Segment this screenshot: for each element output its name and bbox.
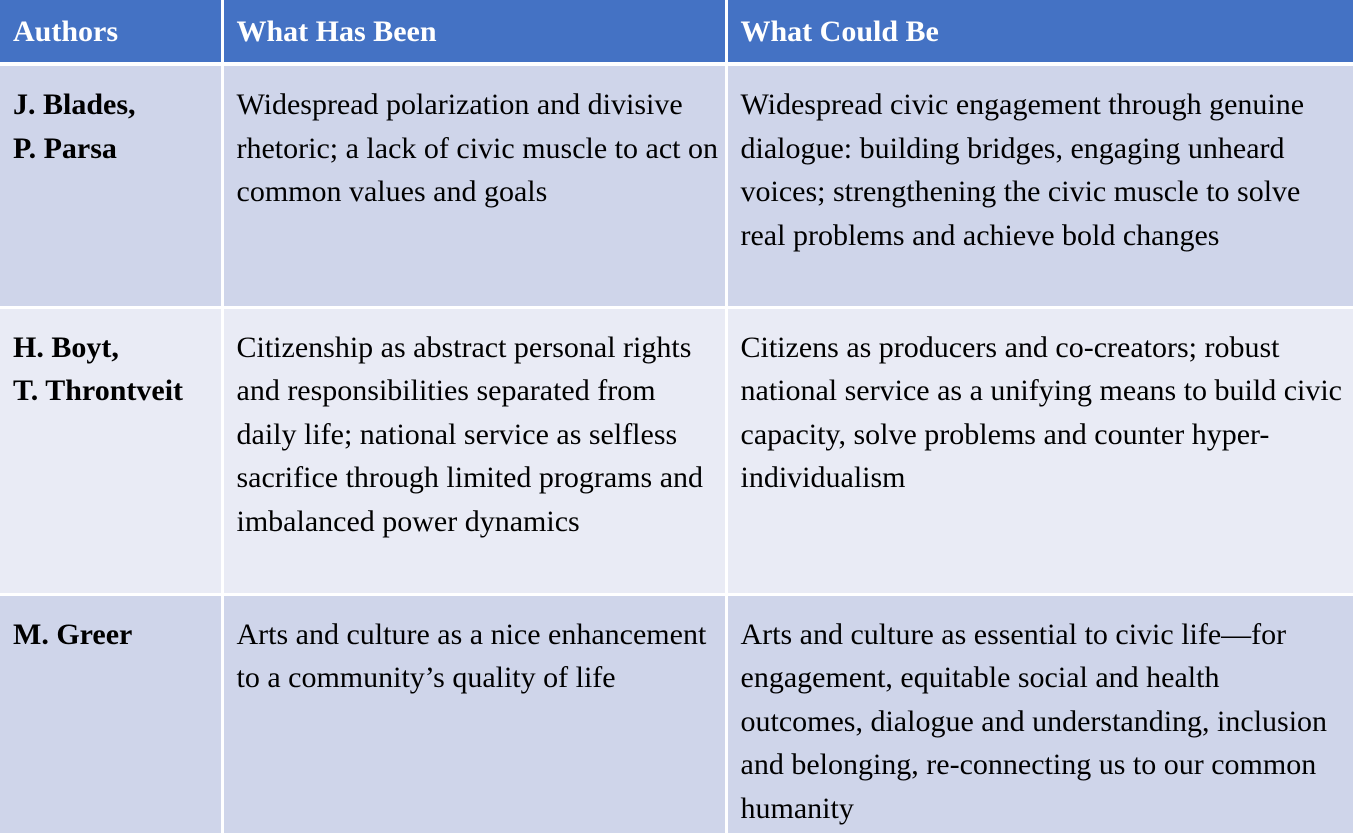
table-body: [0, 64, 1353, 833]
table-header: [0, 0, 1353, 64]
table-row: [0, 64, 1353, 307]
header-row: [0, 0, 1353, 64]
what-could-be-cell: Arts and culture as essential to civic life—for engagement, equitable social and health outcomes, dialogue and understanding, inclusion and belonging, re-connecting us to our common humanity: [726, 594, 1353, 833]
what-could-be-cell: Citizens as producers and co-creators; robust national service as a unifying means to build civic capacity, solve problems and counter hyper-individualism: [726, 307, 1353, 594]
what-has-been-cell: Arts and culture as a nice enhancement to a community’s quality of life: [222, 594, 726, 833]
authors-cell: [0, 307, 222, 594]
author-name: P. Parsa: [13, 131, 117, 165]
table-row: [0, 307, 1353, 594]
column-header-what-has-been: What Has Been: [222, 0, 726, 64]
column-header-authors: Authors: [0, 0, 222, 64]
author-name: M. Greer: [13, 617, 133, 651]
authors-cell: [0, 64, 222, 307]
what-could-be-cell: Widespread civic engagement through genuine dialogue: building bridges, engaging unheard voices; strengthening the civic muscle to solve real problems and achieve bold changes: [726, 64, 1353, 307]
table-row: [0, 594, 1353, 833]
author-name: T. Throntveit: [13, 374, 184, 407]
authors-cell: [0, 594, 222, 833]
author-name: H. Boyt,: [13, 330, 119, 364]
what-has-been-cell: Widespread polarization and divisive rhetoric; a lack of civic muscle to act on common values and goals: [222, 64, 726, 307]
author-name: J. Blades,: [13, 88, 136, 121]
what-has-been-cell: Citizenship as abstract personal rights and responsibilities separated from daily life; national service as selfless sacrifice through limited programs and imbalanced power dynamics: [222, 307, 726, 594]
column-header-what-could-be: What Could Be: [726, 0, 1353, 64]
